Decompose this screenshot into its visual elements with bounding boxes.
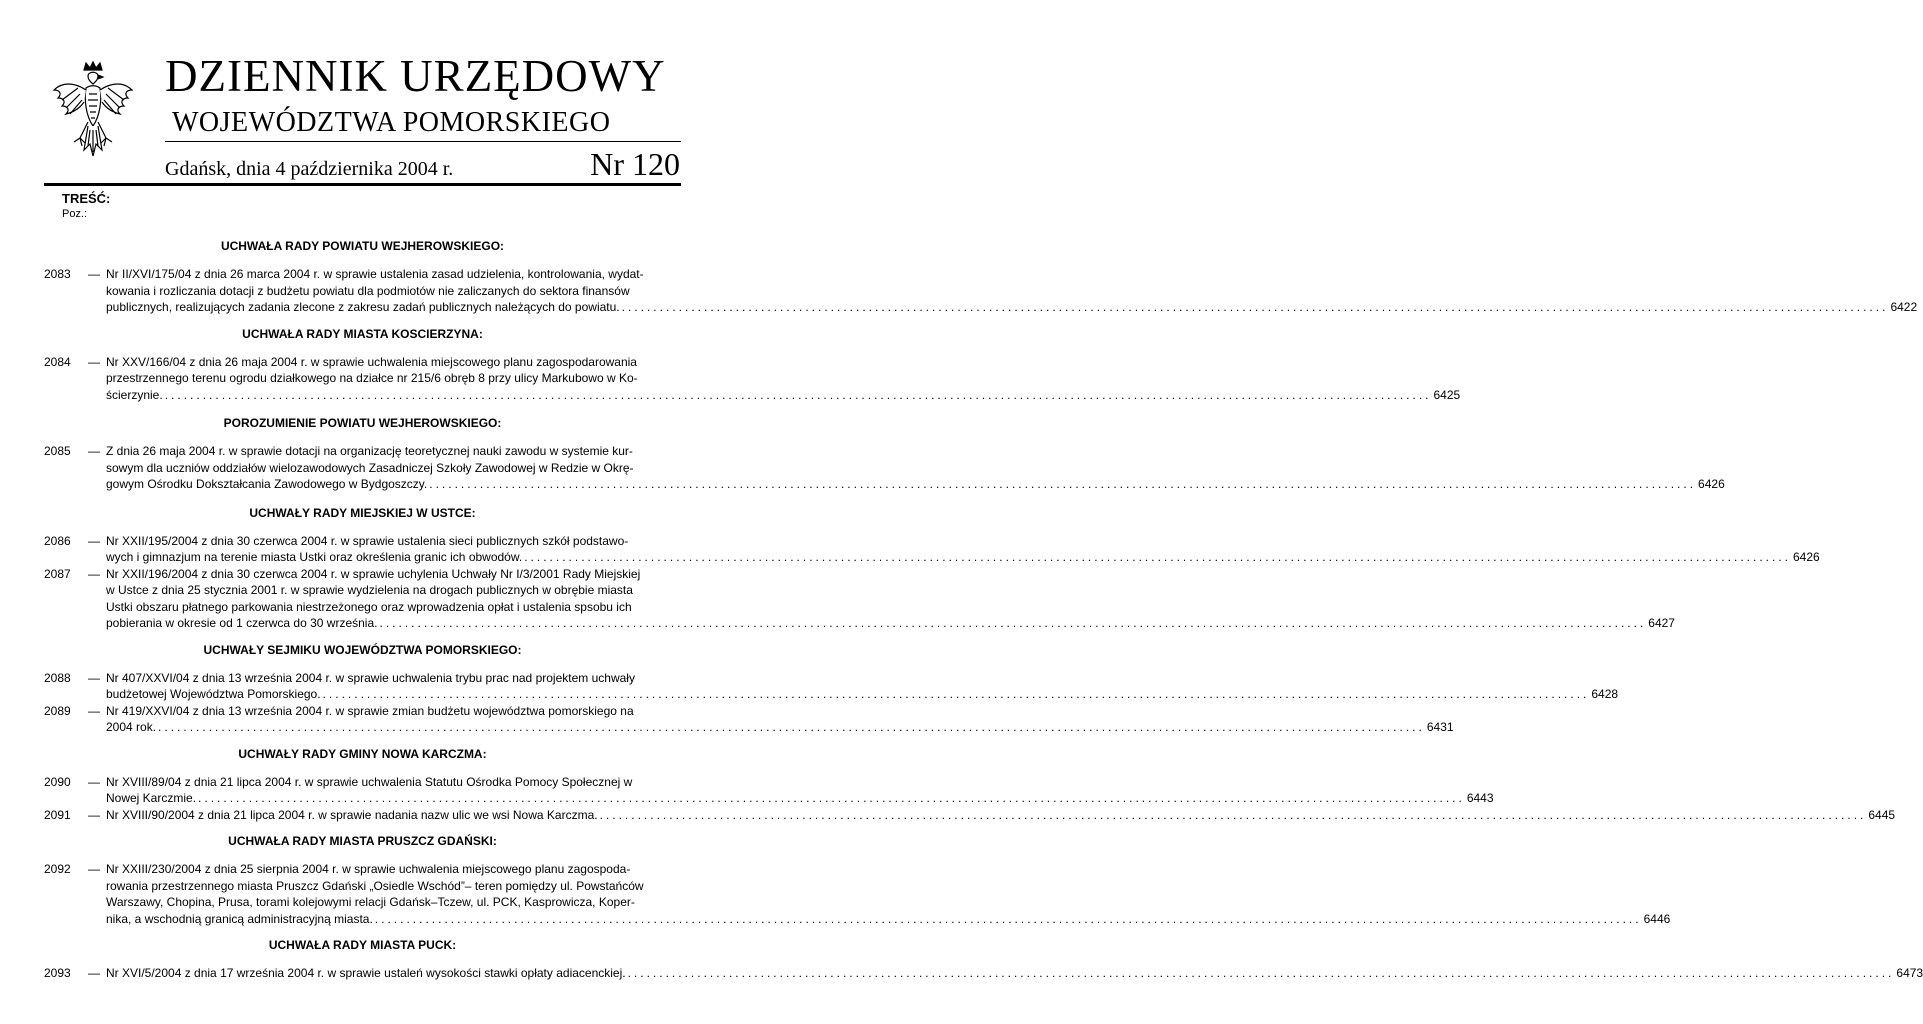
page-number: 6443 [1466, 791, 1494, 805]
page-number: 6428 [1591, 687, 1619, 701]
entry-last-line [106, 790, 1494, 807]
section-heading: UCHWAŁA RADY MIASTA KOSCIERZYNA: [242, 326, 483, 341]
entry-text [106, 807, 1895, 824]
entry-text [106, 266, 1917, 316]
entry-dash: — [88, 774, 100, 789]
toc-poz-label: Poz.: [62, 208, 88, 220]
toc-entry [44, 670, 1619, 703]
place-date: Gdańsk, dnia 4 października 2004 r. [165, 158, 454, 180]
toc-entry [44, 266, 1918, 316]
entry-number: 2087 [44, 566, 71, 581]
entry-dash: — [88, 267, 100, 281]
entry-line: Nr XXIII/230/2004 z dnia 25 sierpnia 2004 r. w sprawie uchwalenia miejscowego planu zagospoda- [106, 862, 631, 876]
entry-line: Nr XVIII/89/04 z dnia 21 lipca 2004 r. w sprawie uchwalenia Statutu Ośrodka Pomocy Społecznej w [106, 774, 633, 789]
toc-entry [44, 703, 1454, 736]
section-heading: POROZUMIENIE POWIATU WEJHEROWSKIEGO: [223, 416, 502, 430]
entry-dash: — [88, 533, 100, 548]
toc-entry [44, 861, 1671, 927]
page-number: 6446 [1643, 911, 1671, 926]
leader-dots: ........................................................................................................................................................................................................ [374, 911, 1642, 926]
entry-line: Z dnia 26 maja 2004 r. w sprawie dotacji na organizację teoretycznej nauki zawodu w systemie kur- [106, 444, 633, 458]
leader-dots: ........................................................................................................................................................................................................ [158, 720, 1425, 734]
toc-entry [44, 354, 1461, 404]
toc-entry [44, 443, 1725, 493]
entry-line: Nr 419/XXVI/04 z dnia 13 września 2004 r. w sprawie zmian budżetu województwa pomorskiego na [106, 703, 634, 718]
leader-dots: ........................................................................................................................................................................................................ [627, 966, 1895, 980]
toc-entry [44, 533, 1820, 566]
toc-entry [44, 807, 1896, 824]
entry-line: Nowej Karczmie. [106, 791, 197, 805]
entry-dash: — [88, 566, 100, 581]
leader-dots: ........................................................................................................................................................................................................ [621, 300, 1889, 314]
entry-line: Nr XXII/195/2004 z dnia 30 czerwca 2004 r. w sprawie ustalenia sieci publicznych szkół podstawo- [106, 533, 629, 548]
entry-text [106, 670, 1618, 703]
entry-line: rowania przestrzennego miasta Pruszcz Gdański „Osiedle Wschód”– teren pomiędzy ul. Powstańców [106, 878, 644, 893]
entry-line: sowym dla uczniów oddziałów wielozawodowych Zasadniczej Szkoły Zawodowej w Redzie w Okrę- [106, 460, 634, 475]
toc-entry [44, 566, 1675, 632]
journal-subtitle: WOJEWÓDZTWA POMORSKIEGO [172, 107, 611, 138]
header-thick-divider [44, 183, 681, 186]
entry-line: budżetowej Województwa Pomorskiego. [106, 687, 321, 701]
leader-dots: ........................................................................................................................................................................................................ [379, 616, 1647, 630]
leader-dots: ........................................................................................................................................................................................................ [429, 477, 1697, 491]
page-number: 6473 [1896, 966, 1923, 980]
page-number: 6431 [1426, 720, 1454, 734]
entry-line: Nr XVIII/90/2004 z dnia 21 lipca 2004 r. w sprawie nadania nazw ulic we wsi Nowa Karczma. [106, 807, 598, 822]
entry-number: 2085 [44, 444, 71, 458]
entry-line: publicznych, realizujących zadania zlecone z zakresu zadań publicznych należących do powiatu. [106, 300, 620, 314]
page-number: 6427 [1648, 616, 1675, 630]
entry-dash: — [88, 703, 100, 718]
entry-dash: — [88, 807, 100, 822]
entry-last-line [106, 549, 1820, 566]
entry-text [106, 703, 1454, 736]
table-of-contents [44, 234, 1923, 982]
entry-line: Ustki obszaru płatnego parkowania niestrzeżonego oraz wprowadzenia opłat i ustalenia spsobu ich [106, 599, 632, 614]
entry-text [106, 774, 1494, 807]
entry-text [106, 566, 1675, 632]
leader-dots: ........................................................................................................................................................................................................ [164, 387, 1432, 402]
section-heading: UCHWAŁA RADY MIASTA PRUSZCZ GDAŃSKI: [228, 834, 497, 848]
toc-entry [44, 965, 1923, 982]
entry-text [106, 533, 1820, 566]
entry-last-line [106, 807, 1895, 824]
section-heading: UCHWAŁY RADY GMINY NOWA KARCZMA: [238, 746, 487, 761]
toc-entry [44, 774, 1494, 807]
entry-text [106, 861, 1670, 927]
section-heading: UCHWAŁY RADY MIEJSKIEJ W USTCE: [249, 505, 476, 520]
page-number: 6445 [1868, 807, 1896, 822]
leader-dots: ........................................................................................................................................................................................................ [322, 687, 1590, 701]
entry-line: w Ustce z dnia 25 stycznia 2001 r. w sprawie wydzielenia na drogach publicznych w obrębie miasta [106, 583, 633, 597]
entry-number: 2083 [44, 267, 71, 281]
page-number: 6426 [1698, 477, 1725, 491]
entry-text [106, 354, 1460, 404]
page-number: 6422 [1890, 300, 1918, 314]
entry-line: Nr XXV/166/04 z dnia 26 maja 2004 r. w sprawie uchwalenia miejscowego planu zagospodarowania [106, 354, 637, 369]
entry-line: przestrzennego terenu ogrodu działkowego na działce nr 215/6 obręb 8 przy ulicy Markubowo w Ko- [106, 371, 638, 385]
entry-text [106, 443, 1725, 493]
leader-dots: ........................................................................................................................................................................................................ [198, 791, 1465, 805]
entry-number: 2090 [44, 774, 71, 789]
page-number: 6426 [1792, 550, 1820, 564]
entry-line: Nr XVI/5/2004 z dnia 17 września 2004 r. w sprawie ustaleń wysokości stawki opłaty adiacenckiej. [106, 966, 626, 980]
leader-dots: ........................................................................................................................................................................................................ [599, 807, 1867, 822]
eagle-emblem-icon [48, 60, 138, 170]
entry-last-line [106, 476, 1725, 493]
entry-last-line [106, 965, 1923, 982]
entry-last-line [106, 686, 1618, 703]
entry-number: 2086 [44, 533, 71, 548]
entry-last-line [106, 615, 1675, 632]
entry-dash: — [88, 862, 100, 876]
section-heading: UCHWAŁA RADY POWIATU WEJHEROWSKIEGO: [220, 239, 505, 253]
entry-dash: — [88, 444, 100, 458]
issue-number: Nr 120 [590, 146, 680, 182]
entry-last-line [106, 719, 1454, 736]
entry-line: Warszawy, Chopina, Prusa, torami kolejowymi relacji Gdańsk–Tczew, ul. PCK, Kasprowicza, Koper- [106, 895, 635, 909]
entry-line: wych i gimnazjum na terenie miasta Ustki oraz określenia granic ich obwodów. [106, 550, 523, 564]
entry-line: Nr II/XVI/175/04 z dnia 26 marca 2004 r. w sprawie ustalenia zasad udzielenia, kontrolowania, wydat- [106, 267, 644, 281]
entry-last-line [106, 911, 1670, 928]
entry-text [106, 965, 1923, 982]
entry-number: 2089 [44, 703, 71, 718]
toc-heading: TREŚĆ: [62, 191, 111, 206]
entry-line: kowania i rozliczania dotacji z budżetu powiatu dla podmiotów nie zaliczanych do sektora finansów [106, 283, 630, 298]
entry-line: gowym Ośrodku Dokształcania Zawodowego w Bydgoszczy. [106, 477, 428, 491]
entry-line: Nr XXII/196/2004 z dnia 30 czerwca 2004 r. w sprawie uchylenia Uchwały Nr I/3/2001 Rady Miejskiej [106, 566, 641, 581]
entry-line: pobierania w okresie od 1 czerwca do 30 września. [106, 616, 378, 630]
entry-line: nika, a wschodnią granicą administracyjną miasta. [106, 911, 373, 926]
section-heading: UCHWAŁA RADY MIASTA PUCK: [268, 938, 457, 952]
entry-last-line [106, 387, 1460, 404]
journal-title: DZIENNIK URZĘDOWY [165, 51, 666, 101]
entry-number: 2084 [44, 354, 71, 369]
entry-number: 2091 [44, 807, 71, 822]
entry-line: Nr 407/XXVI/04 z dnia 13 września 2004 r. w sprawie uchwalenia trybu prac nad projektem uchwały [106, 670, 635, 685]
entry-dash: — [88, 670, 100, 685]
leader-dots: ........................................................................................................................................................................................................ [524, 550, 1791, 564]
entry-line: ścierzynie. [106, 387, 163, 402]
entry-line: 2004 rok. [106, 720, 157, 734]
entry-dash: — [88, 354, 100, 369]
entry-number: 2093 [44, 966, 71, 980]
entry-dash: — [88, 966, 100, 980]
page-number: 6425 [1433, 387, 1461, 402]
header-divider [165, 141, 681, 142]
section-heading: UCHWAŁY SEJMIKU WOJEWÓDZTWA POMORSKIEGO: [203, 642, 522, 657]
entry-number: 2088 [44, 670, 71, 685]
entry-last-line [106, 299, 1917, 316]
entry-number: 2092 [44, 862, 71, 876]
